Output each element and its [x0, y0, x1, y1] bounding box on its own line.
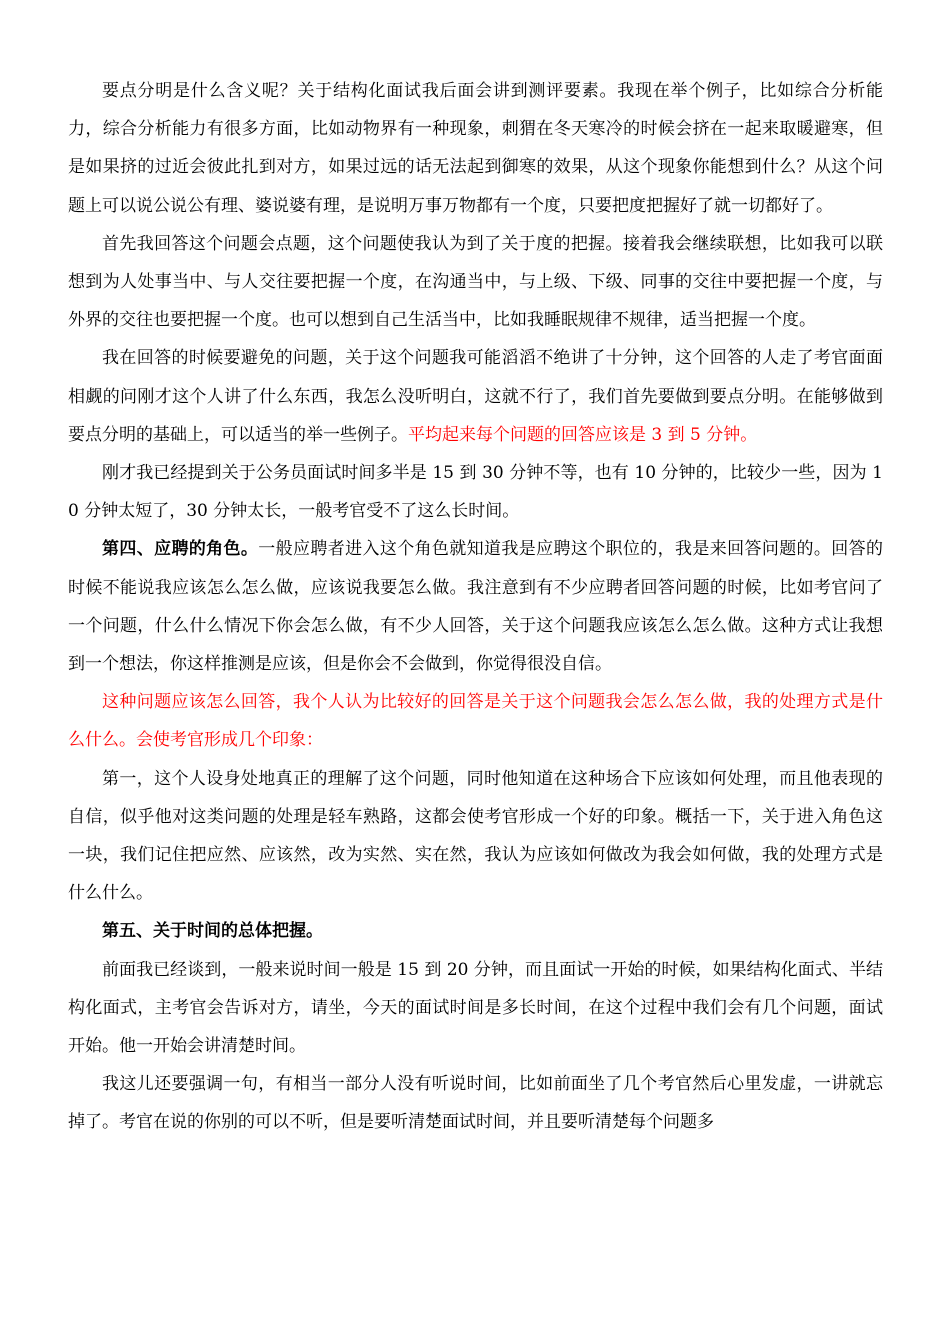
paragraph-text: 前面我已经谈到，一般来说时间一般是 15 到 20 分钟，而且面试一开始的时候，如果结构化面式、半结构化面式，主考官会告诉对方，请坐，今天的面试时间是多长时间，在这个过程中我们会有几个问题，面试开始。他一开始会讲清楚时间。 [68, 959, 883, 1057]
paragraph-interview-duration [68, 454, 883, 530]
document-page [68, 72, 883, 1142]
paragraph-text: 要点分明是什么含义呢？关于结构化面试我后面会讲到测评要素。我现在举个例子，比如综合分析能力，综合分析能力有很多方面，比如动物界有一种现象，刺猬在冬天寒冷的时候会挤在一起来取暖避寒，但是如果挤的过近会彼此扎到对方，如果过远的话无法起到御寒的效果，从这个现象你能想到什么？从这个问题上可以说公说公有理、婆说婆有理，是说明万事万物都有一个度，只要把度把握好了就一切都好了。 [68, 81, 883, 216]
paragraph-answer-approach [68, 225, 883, 340]
paragraph-text: 我在回答的时候要避免的问题，关于这个问题我可能滔滔不绝讲了十分钟，这个回答的人走了考官面面相觑的问刚才这个人讲了什么东西，我怎么没听明白，这就不行了，我们首先要做到要点分明。在能够做到要点分明的基础上，可以适当的举一些例子。 [68, 348, 883, 445]
paragraph-avoid-problems [68, 339, 883, 454]
paragraph-time-heading [68, 912, 883, 950]
section-heading: 第四、应聘的角色。 [102, 539, 259, 560]
paragraph-text: 首先我回答这个问题会点题，这个问题使我认为到了关于度的把握。接着我会继续联想，比如我可以联想到为人处事当中、与人交往要把握一个度，在沟通当中，与上级、下级、同事的交往中要把握一个度，与外界的交往也要把握一个度。也可以想到自己生活当中，比如我睡眠规律不规律，适当把握一个度。 [68, 233, 883, 331]
highlighted-text: 平均起来每个问题的回答应该是 3 到 5 分钟。 [408, 424, 758, 445]
paragraph-time-emphasis [68, 1065, 883, 1141]
paragraph-key-points [68, 72, 883, 225]
section-heading: 第五、关于时间的总体把握。 [102, 921, 323, 942]
paragraph-first-impression [68, 760, 883, 913]
paragraph-text: 我这儿还要强调一句，有相当一部分人没有听说时间，比如前面坐了几个考官然后心里发虚，一讲就忘掉了。考官在说的你别的可以不听，但是要听清楚面试时间，并且要听清楚每个问题多 [68, 1074, 883, 1133]
paragraph-time-overview [68, 951, 883, 1066]
paragraph-role [68, 530, 883, 683]
paragraph-text: 第一，这个人设身处地真正的理解了这个问题，同时他知道在这种场合下应该如何处理，而且他表现的自信，似乎他对这类问题的处理是轻车熟路，这都会使考官形成一个好的印象。概括一下，关于进入角色这一块，我们记住把应然、应该然，改为实然、实在然，我认为应该如何做改为我会如何做，我的处理方式是什么什么。 [68, 768, 883, 904]
paragraph-text: 刚才我已经提到关于公务员面试时间多半是 15 到 30 分钟不等，也有 10 分钟的，比较少一些，因为 10 分钟太短了，30 分钟太长，一般考官受不了这么长时间。 [68, 463, 883, 522]
highlighted-text: 这种问题应该怎么回答，我个人认为比较好的回答是关于这个问题我会怎么怎么做，我的处理方式是什么什么。会使考官形成几个印象： [68, 692, 883, 751]
paragraph-how-to-answer [68, 683, 883, 759]
paragraph-text: 一般应聘者进入这个角色就知道我是应聘这个职位的，我是来回答问题的。回答的时候不能说我应该怎么怎么做，应该说我要怎么做。我注意到有不少应聘者回答问题的时候，比如考官问了一个问题，什么什么情况下你会怎么做，有不少人回答，关于这个问题我应该怎么怎么做。这种方式让我想到一个想法，你这样推测是应该，但是你会不会做到，你觉得很没自信。 [68, 539, 884, 675]
